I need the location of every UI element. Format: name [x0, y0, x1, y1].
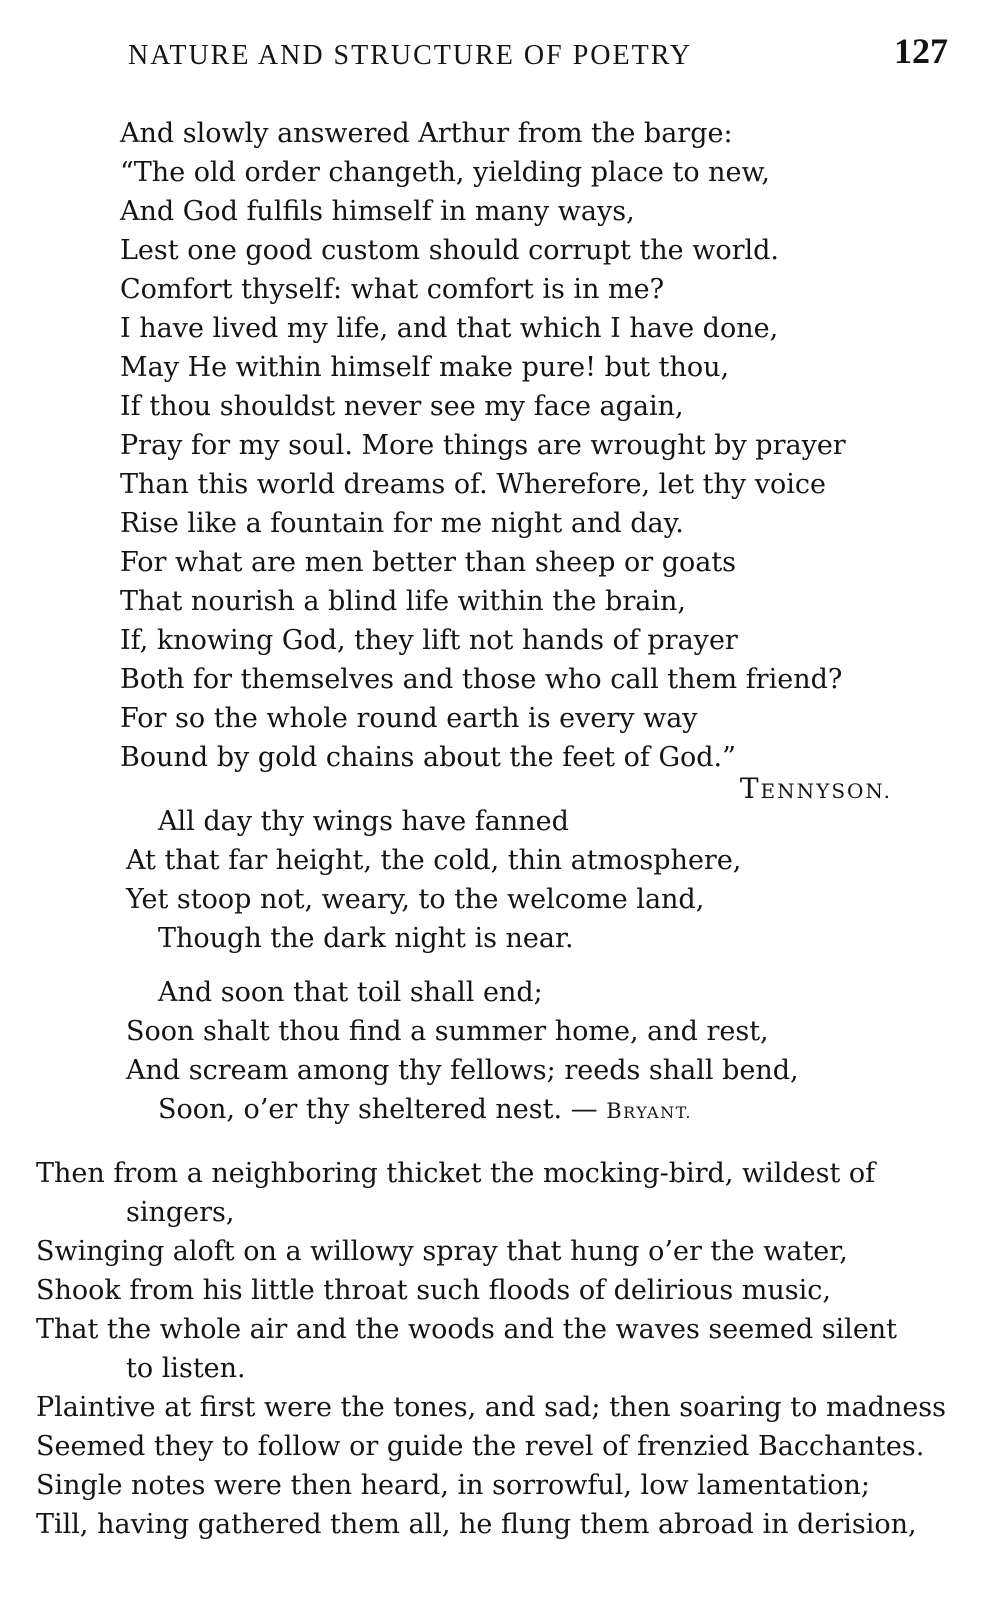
attribution-initial: B	[606, 1099, 624, 1123]
poem-line: Than this world dreams of. Wherefore, let thy voice	[120, 469, 826, 500]
poem-line: And God fulfils himself in many ways,	[120, 196, 635, 227]
attribution-tennyson	[740, 772, 892, 805]
poem-line: Seemed they to follow or guide the revel of frenzied Bacchantes.	[36, 1431, 925, 1462]
poem-line-text: Soon, o’er thy sheltered nest. —	[158, 1094, 607, 1125]
poem-line: Comfort thyself: what comfort is in me?	[120, 274, 665, 305]
poem-line: If, knowing God, they lift not hands of prayer	[120, 625, 738, 656]
poem-line-with-attribution	[158, 1094, 692, 1129]
poem-line-continuation: singers,	[126, 1197, 235, 1228]
poem-line: Pray for my soul. More things are wrought by prayer	[120, 430, 846, 461]
poem-line: All day thy wings have fanned	[158, 806, 569, 837]
poem-line: I have lived my life, and that which I have done,	[120, 313, 779, 344]
poem-line-continuation: to listen.	[126, 1353, 246, 1384]
poem-line: May He within himself make pure! but thou,	[120, 352, 730, 383]
poem-line: Single notes were then heard, in sorrowful, low lamentation;	[36, 1470, 871, 1501]
poem-line: For so the whole round earth is every way	[120, 703, 698, 734]
poem-line: And scream among thy fellows; reeds shall bend,	[126, 1055, 799, 1086]
poem-line: Both for themselves and those who call them friend?	[120, 664, 843, 695]
attribution-rest: ENNYSON.	[760, 779, 892, 803]
poem-line: And soon that toil shall end;	[158, 977, 543, 1008]
poem-line: If thou shouldst never see my face again,	[120, 391, 684, 422]
poem-line: Plaintive at first were the tones, and sad; then soaring to madness	[36, 1392, 947, 1423]
page-header	[128, 30, 948, 80]
poem-line: Shook from his little throat such floods of delirious music,	[36, 1275, 831, 1306]
poem-line: That nourish a blind life within the brain,	[120, 586, 686, 617]
poem-line: Yet stoop not, weary, to the welcome land,	[126, 884, 705, 915]
attribution-initial: T	[739, 772, 761, 805]
attribution-bryant	[606, 1099, 692, 1123]
poem-line: At that far height, the cold, thin atmosphere,	[126, 845, 742, 876]
poem-line: That the whole air and the woods and the waves seemed silent	[36, 1314, 898, 1345]
poem-line: “The old order changeth, yielding place to new,	[120, 157, 771, 188]
poem-line: Rise like a fountain for me night and day.	[120, 508, 684, 539]
poem-line: Then from a neighboring thicket the mocking-bird, wildest of	[36, 1158, 876, 1189]
poem-line: Bound by gold chains about the feet of God.”	[120, 742, 736, 773]
poem-line: Till, having gathered them all, he flung them abroad in derision,	[36, 1509, 917, 1540]
attribution-rest: RYANT.	[623, 1103, 692, 1122]
poem-line: Lest one good custom should corrupt the world.	[120, 235, 779, 266]
poem-line: For what are men better than sheep or goats	[120, 547, 737, 578]
poem-line: Soon shalt thou find a summer home, and rest,	[126, 1016, 769, 1047]
poem-line: And slowly answered Arthur from the barge:	[120, 118, 733, 149]
page-number: 127	[894, 31, 948, 71]
poem-line: Swinging aloft on a willowy spray that hung o’er the water,	[36, 1236, 848, 1267]
poem-line: Though the dark night is near.	[158, 923, 574, 954]
running-head: NATURE AND STRUCTURE OF POETRY	[128, 40, 693, 71]
